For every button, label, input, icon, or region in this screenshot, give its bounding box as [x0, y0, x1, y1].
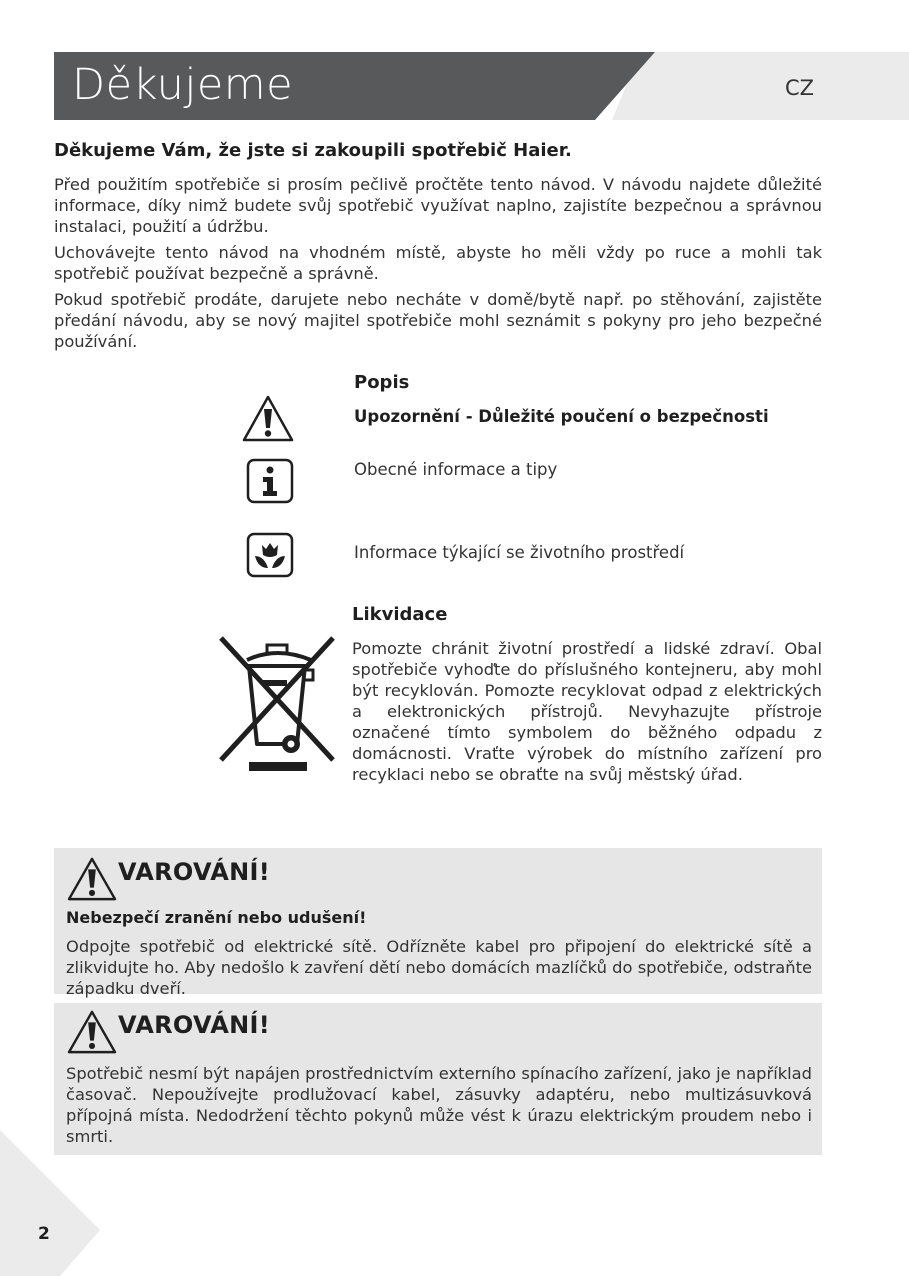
warning-triangle-icon [66, 856, 118, 902]
intro-paragraph: Uchovávejte tento návod na vhodném místě, abyste ho měli vždy po ruce a mohli tak spotřebič používat bezpečně a správně. [54, 243, 822, 283]
info-icon [246, 458, 294, 504]
page-title: Děkujeme [72, 60, 294, 110]
disposal-text: Pomozte chránit životní prostředí a lidské zdraví. Obal spotřebiče vyhoďte do příslušného kontejneru, aby mohl být recyklován. Pomozte recyklovat odpad z elektrických a elektronických přístrojů. Nevyhazujte přístroje označené tímto symbolem do běžného odpadu z domácnosti. Vraťte výrobek do místního zařízení pro recyklaci nebo se obraťte na svůj městský úřad. [352, 639, 822, 784]
intro-paragraph: Pokud spotřebič prodáte, darujete nebo necháte v domě/bytě např. po stěhování, zajistěte předání návodu, aby se nový majitel spotřebiče mohl seznámit s pokyny pro jeho bezpečné používání. [54, 290, 822, 351]
warning-box [54, 848, 822, 998]
intro-paragraph: Před použitím spotřebiče si prosím pečlivě pročtěte tento návod. V návodu najdete důležité informace, díky nimž budete svůj spotřebič využívat naplno, zajistíte bezpečnou a správnou instalaci, použití a údržbu. [54, 175, 822, 236]
footer-corner [0, 1130, 100, 1276]
crossed-bin-icon [215, 632, 339, 774]
warning-text: Spotřebič nesmí být napájen prostřednictvím externího spínacího zařízení, jako je například časovač. Nepoužívejte prodlužovací kabel, zásuvky adaptéru, nebo multizásuvková přípojná místa. Nedodržení těchto pokynů může vést k úrazu elektrickým proudem nebo i smrti. [66, 1064, 812, 1146]
disposal-title: Likvidace [352, 604, 448, 625]
environment-icon [246, 532, 294, 578]
legend-item-info: Obecné informace a tipy [354, 460, 558, 479]
warning-triangle-icon [241, 394, 295, 444]
page-number: 2 [38, 1224, 50, 1244]
warning-subtitle: Nebezpečí zranění nebo udušení! [66, 908, 367, 927]
legend-item-environment: Informace týkající se životního prostředí [354, 543, 685, 562]
warning-triangle-icon [66, 1009, 118, 1055]
warning-text: Odpojte spotřebič od elektrické sítě. Odřízněte kabel pro připojení do elektrické sítě a zlikvidujte ho. Aby nedošlo k zavření dětí nebo domácích mazlíčků do spotřebiče, odstraňte západku dveří. [66, 937, 812, 998]
warning-title: VAROVÁNÍ! [118, 1011, 270, 1039]
intro-heading: Děkujeme Vám, že jste si zakoupili spotřebič Haier. [54, 140, 572, 161]
language-code: CZ [785, 76, 815, 100]
legend-title: Popis [354, 372, 410, 393]
legend-item-warning: Upozornění - Důležité poučení o bezpečnosti [354, 407, 769, 426]
warning-box [54, 1003, 822, 1155]
warning-title: VAROVÁNÍ! [118, 858, 270, 886]
